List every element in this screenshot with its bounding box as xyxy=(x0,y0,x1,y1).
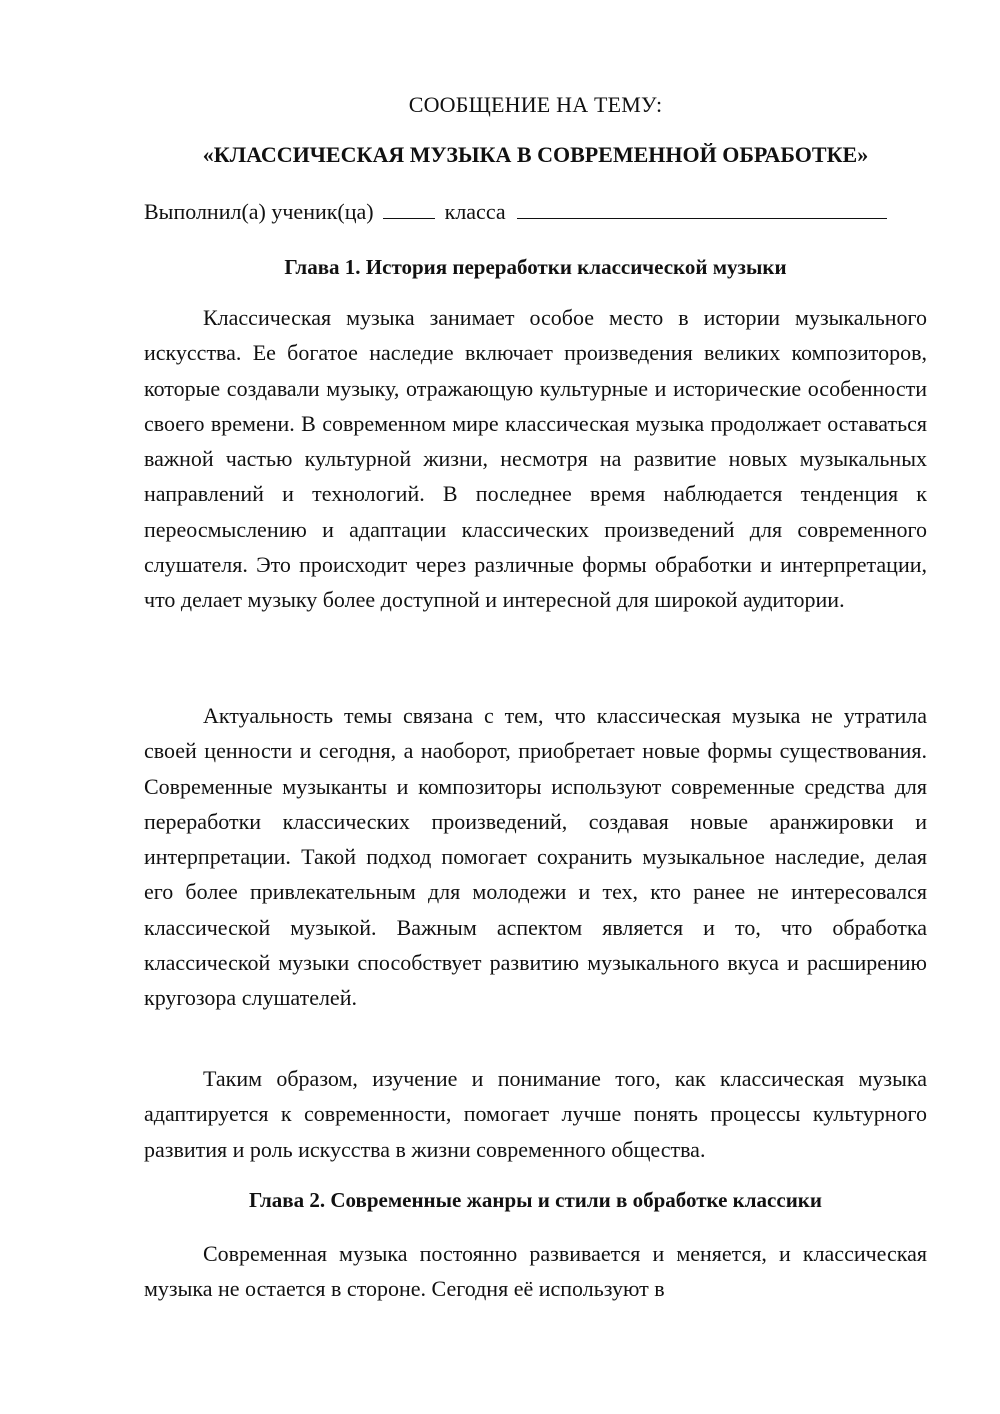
chapter-2-paragraph-1: Современная музыка постоянно развивается и меняется, и классическая музыка не остается в стороне. Сегодня её используют в xyxy=(144,1241,927,1302)
chapter-2-heading: Глава 2. Современные жанры и стили в обработке классики xyxy=(248,1188,822,1212)
document-title-line-1: СООБЩЕНИЕ НА ТЕМУ: xyxy=(408,92,663,117)
document-title-line-2: «КЛАССИЧЕСКАЯ МУЗЫКА В СОВРЕМЕННОЙ ОБРАБОТКЕ» xyxy=(202,142,869,167)
author-class-label: класса xyxy=(444,199,506,224)
chapter-1-heading: Глава 1. История переработки классической музыки xyxy=(284,255,787,279)
chapter-1-paragraph-3: Таким образом, изучение и понимание того, как классическая музыка адаптируется к современности, помогает лучше понять процессы культурного развития и роль искусства в жизни современного общества. xyxy=(144,1066,927,1162)
class-number-blank xyxy=(383,198,435,219)
author-name-blank xyxy=(517,198,887,219)
author-line xyxy=(144,198,927,225)
chapter-1-paragraph-1: Классическая музыка занимает особое место в истории музыкального искусства. Ее богатое наследие включает произведения великих композиторов, которые создавали музыку, отражающую культурные и исторические особенности своего времени. В современном мире классическая музыка продолжает оставаться важной частью культурной жизни, несмотря на развитие новых музыкальных направлений и технологий. В последнее время наблюдается тенденция к переосмыслению и адаптации классических произведений для современного слушателя. Это происходит через различные формы обработки и интерпретации, что делает музыку более доступной и интересной для широкой аудитории. xyxy=(144,305,927,613)
chapter-1-paragraph-2: Актуальность темы связана с тем, что классическая музыка не утратила своей ценности и сегодня, а наоборот, приобретает новые формы существования. Современные музыканты и композиторы используют современные средства для переработки классических произведений, создавая новые аранжировки и интерпретации. Такой подход помогает сохранить музыкальное наследие, делая его более привлекательным для молодежи и тех, кто ранее не интересовался классической музыкой. Важным аспектом является и то, что обработка классической музыки способствует развитию музыкального вкуса и расширению кругозора слушателей. xyxy=(144,703,927,1011)
author-prefix: Выполнил(а) ученик(ца) xyxy=(144,199,374,224)
